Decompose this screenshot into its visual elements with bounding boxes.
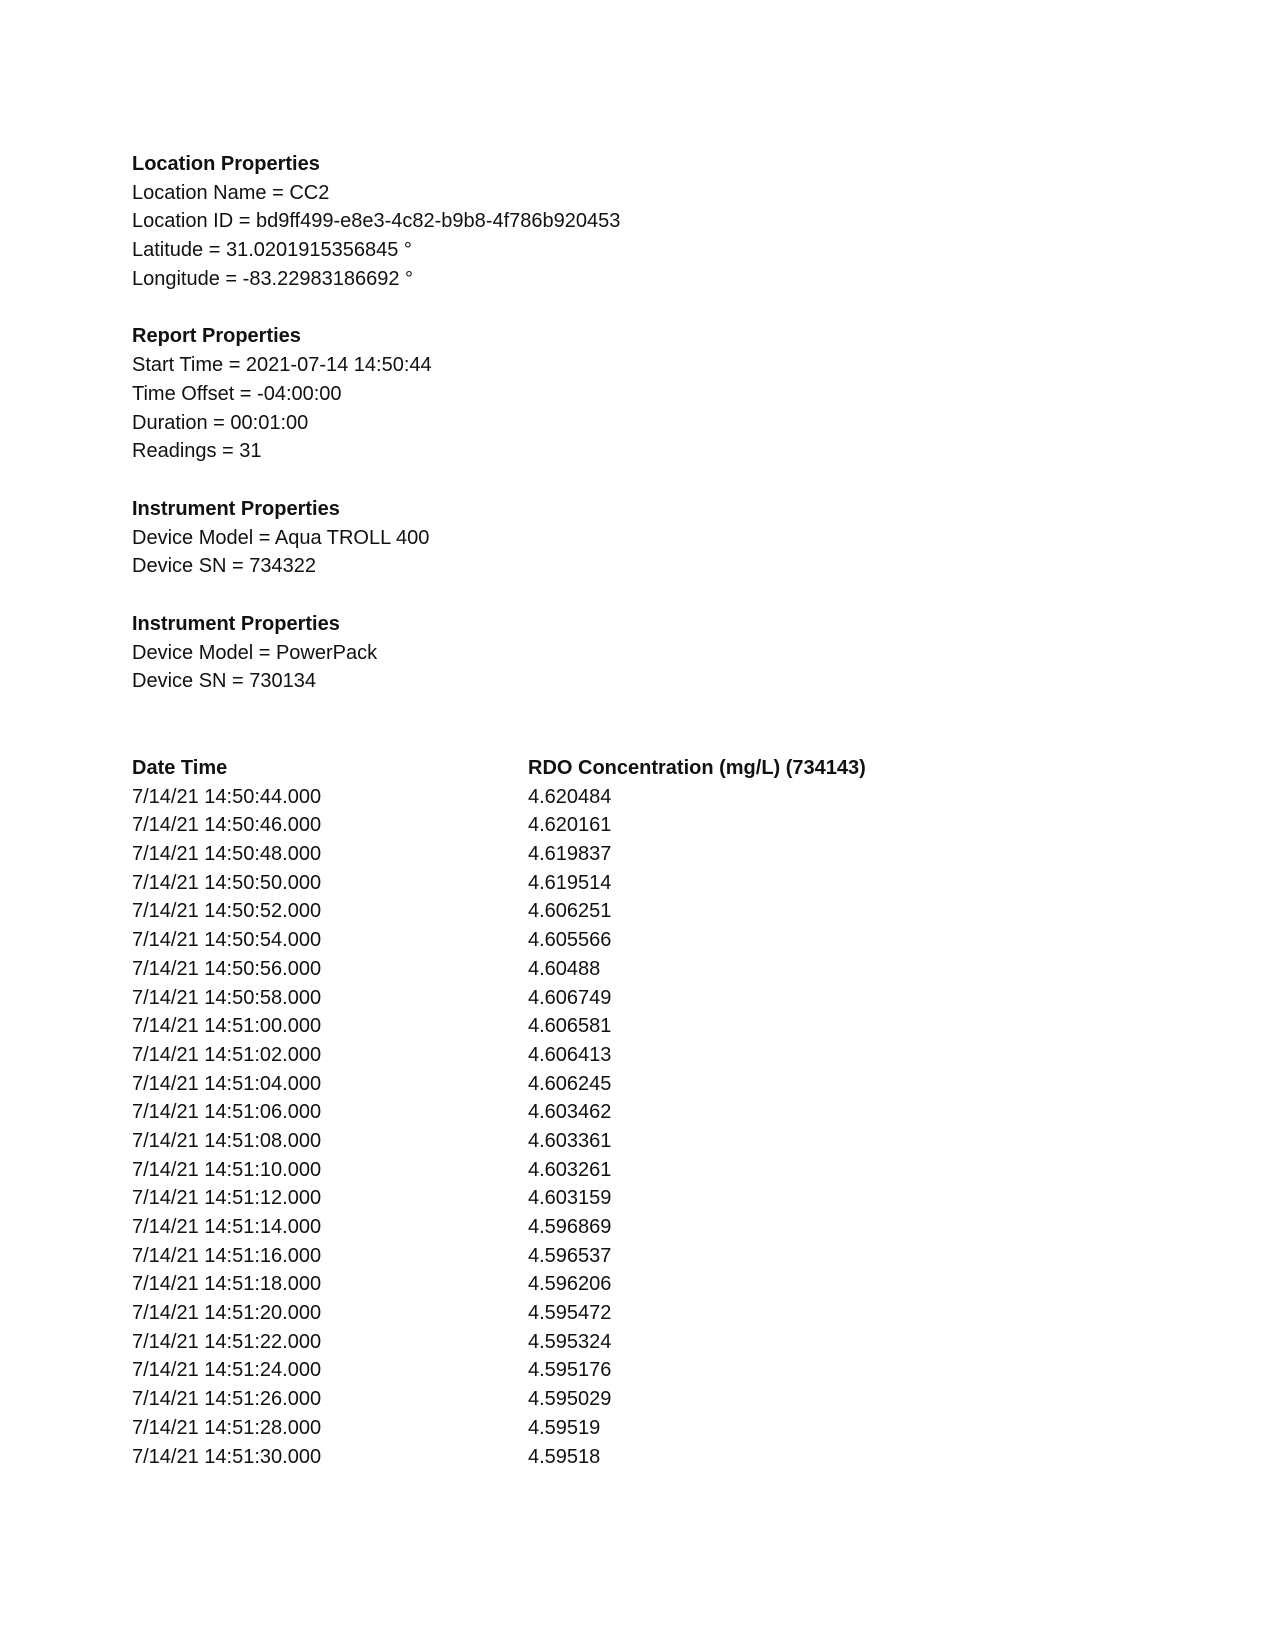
table-row (132, 1356, 1182, 1385)
cell-rdo-value: 4.59518 (528, 1445, 601, 1468)
cell-rdo-value: 4.620161 (528, 814, 612, 837)
cell-rdo-value: 4.606245 (528, 1072, 612, 1095)
table-row (132, 1098, 1182, 1127)
table-row (132, 840, 1182, 869)
instrument-properties-section-1 (132, 495, 1182, 581)
cell-rdo-value: 4.603462 (528, 1101, 612, 1124)
cell-date-time: 7/14/21 14:50:56.000 (132, 957, 322, 980)
cell-date-time: 7/14/21 14:51:08.000 (132, 1129, 322, 1152)
table-row (132, 1328, 1182, 1357)
cell-rdo-value: 4.59519 (528, 1416, 601, 1439)
device-sn-1: Device SN = 734322 (132, 555, 317, 578)
location-name: Location Name = CC2 (132, 181, 330, 204)
cell-date-time: 7/14/21 14:51:20.000 (132, 1302, 322, 1325)
instrument-properties-heading-1: Instrument Properties (132, 497, 340, 520)
cell-rdo-value: 4.620484 (528, 785, 612, 808)
header-date-time: Date Time (132, 757, 228, 779)
table-row (132, 897, 1182, 926)
cell-rdo-value: 4.606251 (528, 900, 612, 923)
cell-rdo-value: 4.606749 (528, 986, 612, 1009)
cell-rdo-value: 4.603159 (528, 1187, 612, 1210)
cell-date-time: 7/14/21 14:51:04.000 (132, 1072, 322, 1095)
table-row (132, 1385, 1182, 1414)
table-row (132, 984, 1182, 1013)
report-properties-section (132, 322, 1182, 465)
time-offset: Time Offset = -04:00:00 (132, 382, 342, 405)
cell-rdo-value: 4.619514 (528, 871, 612, 894)
cell-date-time: 7/14/21 14:50:52.000 (132, 900, 322, 923)
latitude: Latitude = 31.0201915356845 ° (132, 239, 412, 262)
instrument-properties-heading-2: Instrument Properties (132, 612, 340, 635)
longitude: Longitude = -83.22983186692 ° (132, 267, 414, 290)
report-page (132, 150, 1182, 1471)
table-row (132, 1012, 1182, 1041)
device-sn-2: Device SN = 730134 (132, 670, 317, 693)
cell-date-time: 7/14/21 14:51:16.000 (132, 1244, 322, 1267)
table-row (132, 1414, 1182, 1443)
table-header-row (132, 754, 1182, 783)
device-model-1: Device Model = Aqua TROLL 400 (132, 526, 430, 549)
cell-date-time: 7/14/21 14:50:46.000 (132, 814, 322, 837)
header-rdo-concentration: RDO Concentration (mg/L) (734143) (528, 757, 866, 779)
table-row (132, 1070, 1182, 1099)
cell-date-time: 7/14/21 14:51:26.000 (132, 1388, 322, 1411)
cell-date-time: 7/14/21 14:51:02.000 (132, 1043, 322, 1066)
table-row (132, 1184, 1182, 1213)
cell-rdo-value: 4.595324 (528, 1330, 612, 1353)
cell-date-time: 7/14/21 14:51:10.000 (132, 1158, 322, 1181)
cell-rdo-value: 4.619837 (528, 843, 612, 866)
cell-rdo-value: 4.605566 (528, 929, 612, 952)
cell-date-time: 7/14/21 14:51:28.000 (132, 1416, 322, 1439)
cell-date-time: 7/14/21 14:51:30.000 (132, 1445, 322, 1468)
cell-rdo-value: 4.596869 (528, 1216, 612, 1238)
table-row (132, 1041, 1182, 1070)
table-row (132, 1299, 1182, 1328)
table-row (132, 1213, 1182, 1242)
table-row (132, 1242, 1182, 1271)
table-row (132, 1443, 1182, 1472)
cell-date-time: 7/14/21 14:50:58.000 (132, 986, 322, 1009)
cell-rdo-value: 4.606413 (528, 1043, 612, 1066)
location-properties-section (132, 150, 1182, 293)
table-row (132, 1127, 1182, 1156)
start-time: Start Time = 2021-07-14 14:50:44 (132, 354, 432, 377)
cell-date-time: 7/14/21 14:51:00.000 (132, 1015, 322, 1038)
instrument-properties-section-2 (132, 610, 1182, 696)
table-row (132, 811, 1182, 840)
cell-date-time: 7/14/21 14:50:54.000 (132, 929, 322, 952)
cell-date-time: 7/14/21 14:51:24.000 (132, 1359, 322, 1382)
location-properties-heading: Location Properties (132, 153, 320, 175)
cell-date-time: 7/14/21 14:50:50.000 (132, 871, 322, 894)
table-row (132, 926, 1182, 955)
cell-rdo-value: 4.595176 (528, 1359, 612, 1382)
table-row (132, 783, 1182, 812)
table-row (132, 1156, 1182, 1185)
cell-date-time: 7/14/21 14:50:48.000 (132, 843, 322, 866)
cell-date-time: 7/14/21 14:51:18.000 (132, 1273, 322, 1296)
cell-rdo-value: 4.603261 (528, 1158, 612, 1181)
device-model-2: Device Model = PowerPack (132, 641, 378, 664)
readings: Readings = 31 (132, 440, 262, 463)
table-body (132, 783, 1182, 1472)
duration: Duration = 00:01:00 (132, 411, 309, 434)
cell-date-time: 7/14/21 14:50:44.000 (132, 785, 322, 808)
cell-rdo-value: 4.606581 (528, 1015, 612, 1038)
table-row (132, 955, 1182, 984)
cell-date-time: 7/14/21 14:51:22.000 (132, 1330, 322, 1353)
cell-rdo-value: 4.60488 (528, 957, 601, 980)
table-row (132, 869, 1182, 898)
cell-rdo-value: 4.596537 (528, 1244, 612, 1267)
cell-rdo-value: 4.596206 (528, 1273, 612, 1296)
cell-rdo-value: 4.595029 (528, 1388, 612, 1411)
readings-table (132, 754, 1182, 1471)
cell-rdo-value: 4.595472 (528, 1302, 612, 1325)
location-id: Location ID = bd9ff499-e8e3-4c82-b9b8-4f786b920453 (132, 210, 621, 233)
cell-rdo-value: 4.603361 (528, 1129, 612, 1152)
table-row (132, 1270, 1182, 1299)
cell-date-time: 7/14/21 14:51:06.000 (132, 1101, 322, 1124)
report-properties-heading: Report Properties (132, 325, 301, 348)
cell-date-time: 7/14/21 14:51:14.000 (132, 1216, 322, 1238)
cell-date-time: 7/14/21 14:51:12.000 (132, 1187, 322, 1210)
